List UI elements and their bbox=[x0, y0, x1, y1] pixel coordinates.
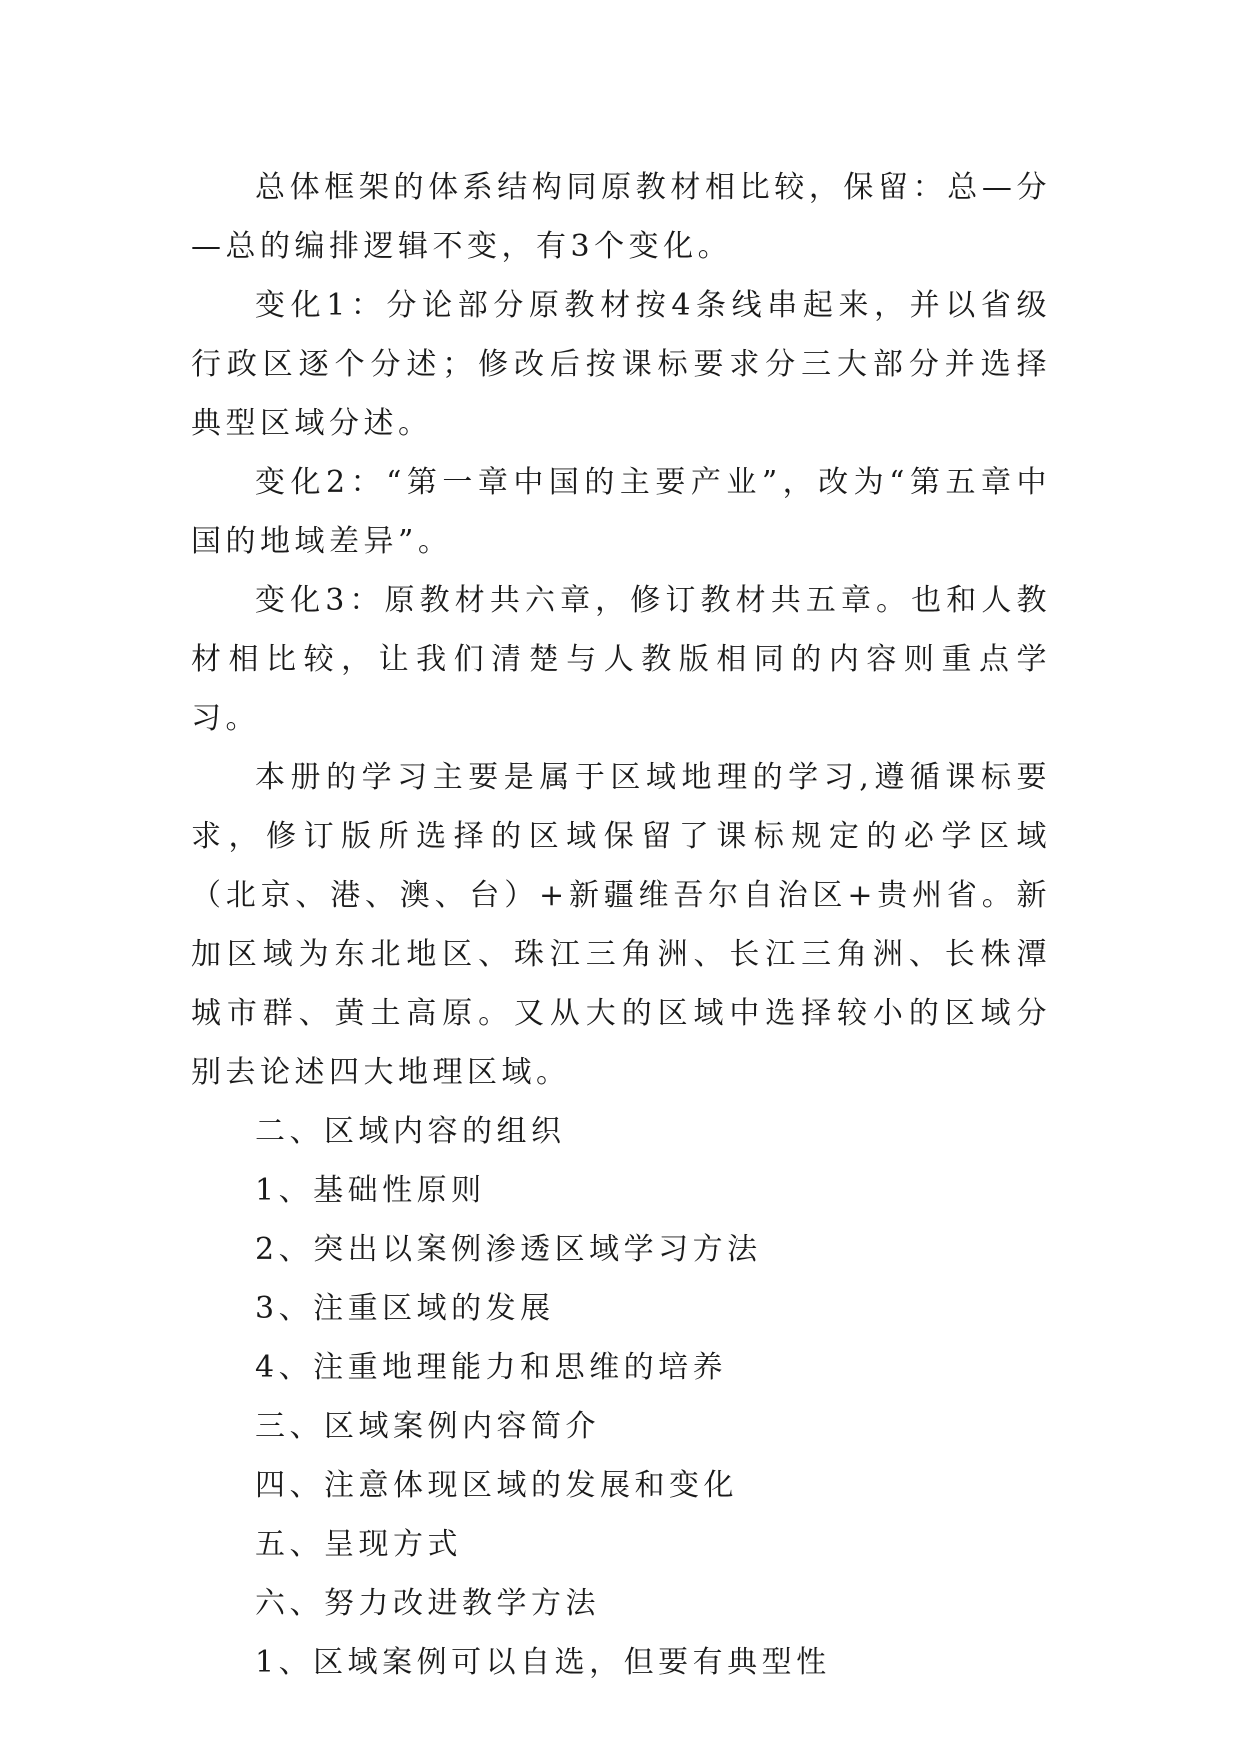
heading-section-3: 三、区域案例内容简介 bbox=[255, 1409, 600, 1444]
paragraph-change-1: 变化1：分论部分原教材按4条线串起来，并以省级行政区逐个分述；修改后按课标要求分三大部分并选择典型区域分述。 bbox=[191, 288, 1051, 441]
paragraph-regional-study: 本册的学习主要是属于区域地理的学习,遵循课标要求，修订版所选择的区域保留了课标规定的必学区域（北京、港、澳、台）+新疆维吾尔自治区+贵州省。新加区域为东北地区、珠江三角洲、长江三角洲、长株潭城市群、黄土高原。又从大的区域中选择较小的区域分别去论述四大地理区域。 bbox=[191, 760, 1051, 1090]
paragraph-change-2: 变化2：“第一章中国的主要产业”，改为“第五章中国的地域差异”。 bbox=[191, 465, 1051, 559]
heading-section-6: 六、努力改进教学方法 bbox=[255, 1586, 600, 1621]
paragraph-framework: 总体框架的体系结构同原教材相比较，保留：总—分—总的编排逻辑不变，有3个变化。 bbox=[191, 170, 1051, 264]
list-item: 1、基础性原则 bbox=[255, 1173, 486, 1208]
document-body bbox=[191, 158, 1051, 1692]
list-item: 4、注重地理能力和思维的培养 bbox=[255, 1350, 728, 1385]
heading-section-2: 二、区域内容的组织 bbox=[255, 1114, 566, 1149]
heading-section-4: 四、注意体现区域的发展和变化 bbox=[255, 1468, 738, 1503]
paragraph-change-3: 变化3：原教材共六章，修订教材共五章。也和人教材相比较，让我们清楚与人教版相同的内容则重点学习。 bbox=[191, 583, 1051, 736]
list-item: 2、突出以案例渗透区域学习方法 bbox=[255, 1232, 762, 1267]
list-item: 3、注重区域的发展 bbox=[255, 1291, 555, 1326]
heading-section-5: 五、呈现方式 bbox=[255, 1527, 462, 1562]
list-item: 1、区域案例可以自选，但要有典型性 bbox=[255, 1645, 831, 1680]
